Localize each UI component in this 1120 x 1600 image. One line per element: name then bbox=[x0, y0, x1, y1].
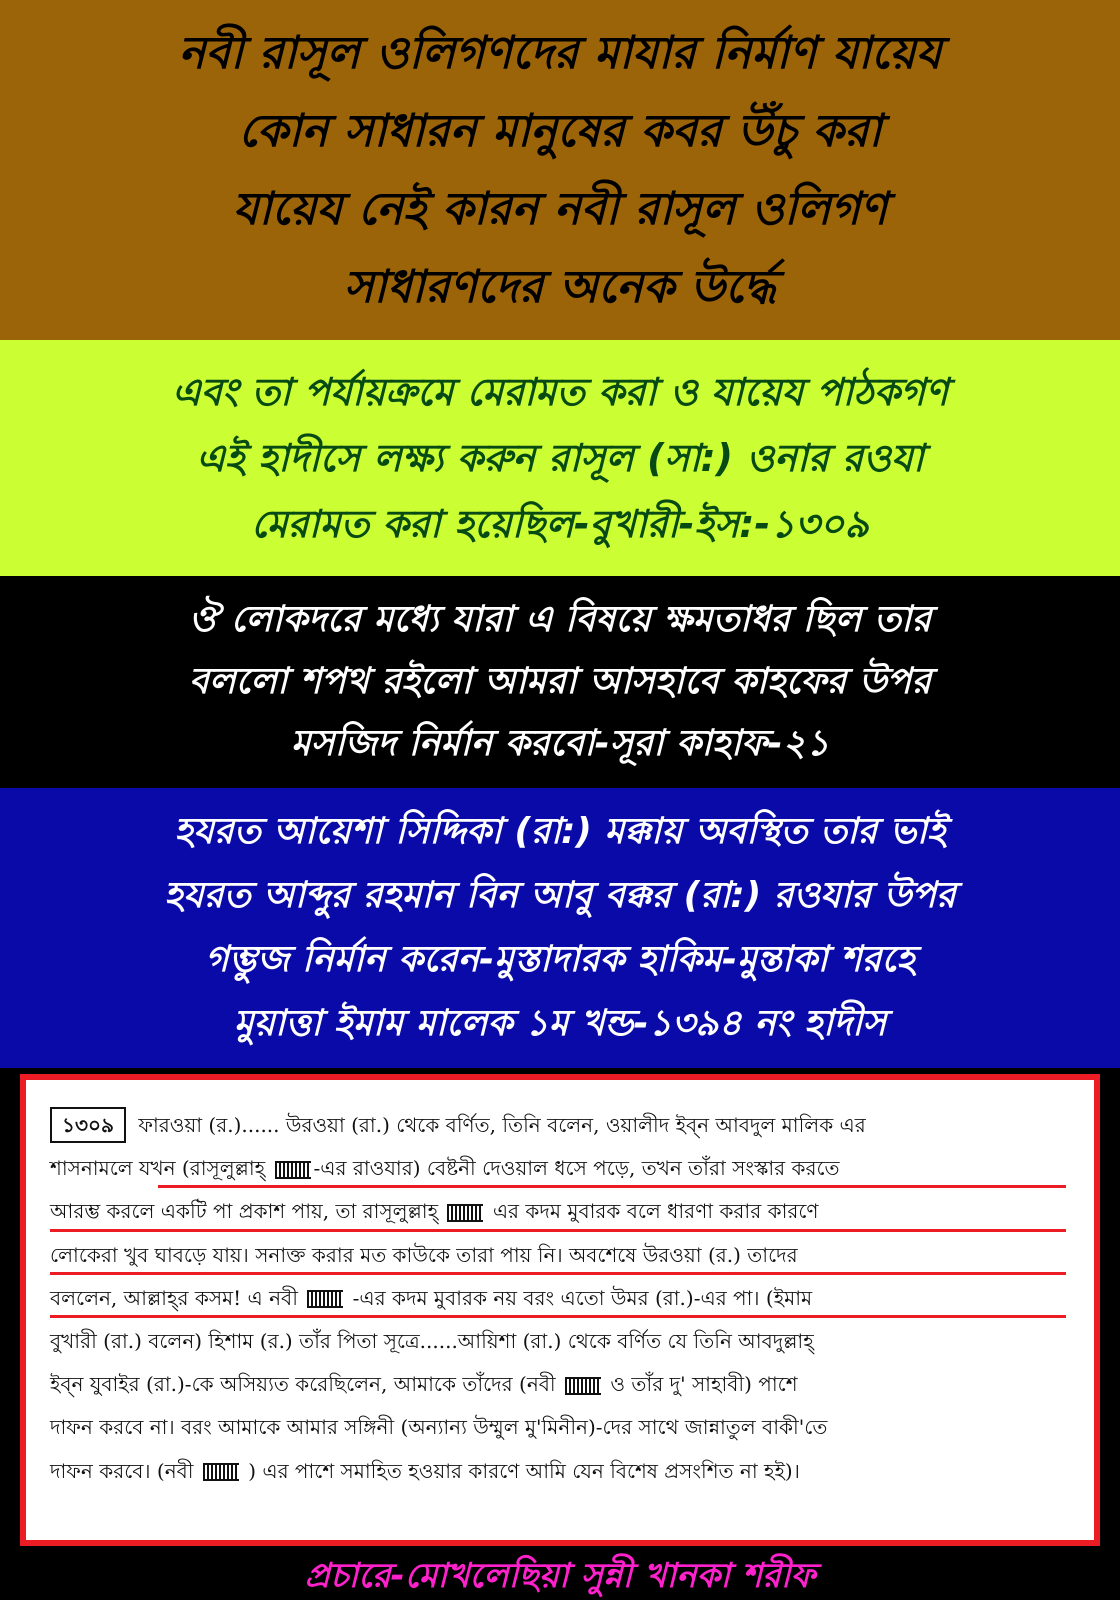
title-line: নবী রাসূল ওলিগণদের মাযার নির্মাণ যায়েয bbox=[178, 26, 942, 79]
reference-line: বললো শপথ রইলো আমরা আসহাবে কাহফের উপর bbox=[188, 661, 932, 702]
hadith-scan-excerpt bbox=[20, 1074, 1100, 1546]
footer-credit: প্রচারে-মোখলেছিয়া সুন্নী খানকা শরীফ bbox=[0, 1552, 1120, 1600]
reference-line: হযরত আব্দুর রহমান বিন আবু বক্কর (রা:) রওযার উপর bbox=[164, 875, 956, 916]
scan-line bbox=[50, 1406, 1076, 1449]
scan-line-text: লোকেরা খুব ঘাবড়ে যায়। সনাক্ত করার মত কাউকে তারা পায় নি। অবশেষে উরওয়া (র.) তাদের bbox=[50, 1242, 798, 1267]
hadith-number-box: ১৩০৯ bbox=[50, 1107, 126, 1143]
title-line: যায়েয নেই কারন নবী রাসূল ওলিগণ bbox=[232, 182, 888, 235]
title-line: কোন সাধারন মানুষের কবর উঁচু করা bbox=[238, 104, 882, 157]
bukhari-reference-banner bbox=[0, 340, 1120, 576]
scan-line bbox=[50, 1104, 1076, 1147]
salawat-calligraphy-icon bbox=[307, 1290, 343, 1308]
scan-line-text: দাফন করবে। (নবী ) এর পাশে সমাহিত হওয়ার কারণে আমি যেন বিশেষ প্রসংশিত না হই)। bbox=[50, 1458, 800, 1483]
reference-line: ঔ লোকদরে মধ্যে যারা এ বিষয়ে ক্ষমতাধর ছিল তার bbox=[188, 599, 932, 640]
quran-reference-banner bbox=[0, 576, 1120, 788]
scan-line bbox=[50, 1234, 1076, 1277]
scan-line-text: শাসনামলে যখন (রাসূলুল্লাহ্ -এর রাওযার) বেষ্টনী দেওয়াল ধসে পড়ে, তখন তাঁরা সংস্কার করতে bbox=[50, 1156, 840, 1181]
salawat-calligraphy-icon bbox=[447, 1204, 483, 1222]
title-banner bbox=[0, 0, 1120, 340]
reference-line: মুয়াত্তা ইমাম মালেক ১ম খন্ড-১৩৯৪ নং হাদীস bbox=[233, 1003, 887, 1044]
salawat-calligraphy-icon bbox=[203, 1463, 239, 1481]
salawat-calligraphy-icon bbox=[275, 1161, 311, 1179]
reference-line: মসজিদ নির্মান করবো-সূরা কাহাফ-২১ bbox=[290, 723, 830, 764]
scan-line-text: দাফন করবে না। বরং আমাকে আমার সঙ্গিনী (অন্যান্য উম্মুল মু'মিনীন)-দের সাথে জান্নাতুল বাকী'তে bbox=[50, 1415, 828, 1440]
scan-line-text: ইব্‌ন যুবাইর (রা.)-কে অসিয়্যত করেছিলেন, আমাকে তাঁদের (নবী ও তাঁর দু' সাহাবী) পাশে bbox=[50, 1372, 798, 1397]
scan-line-text: আরম্ভ করলে একটি পা প্রকাশ পায়, তা রাসূলুল্লাহ্ এর কদম মুবারক বলে ধারণা করার কারণে bbox=[50, 1199, 819, 1224]
reference-line: এই হাদীসে লক্ষ্য করুন রাসূল (সা:) ওনার রওযা bbox=[196, 436, 924, 480]
reference-line: গম্ভুজ নির্মান করেন-মুস্তাদারক হাকিম-মুন্তাকা শরহে bbox=[205, 939, 915, 980]
scan-line bbox=[50, 1277, 1076, 1320]
scan-line-text: বুখারী (রা.) বলেন) হিশাম (র.) তাঁর পিতা সূত্রে......আয়িশা (রা.) থেকে বর্ণিত যে তিনি আবদুল্লাহ্ bbox=[50, 1329, 814, 1354]
scan-line bbox=[50, 1450, 1076, 1493]
scan-line-text: ফারওয়া (র.)...... উরওয়া (রা.) থেকে বর্ণিত, তিনি বলেন, ওয়ালীদ ইব্‌ন আবদুল মালিক এর bbox=[138, 1113, 866, 1137]
scan-line bbox=[50, 1190, 1076, 1233]
reference-line: মেরামত করা হয়েছিল-বুখারী-ইস:-১৩০৯ bbox=[251, 502, 869, 546]
salawat-calligraphy-icon bbox=[565, 1377, 601, 1395]
scan-line bbox=[50, 1147, 1076, 1190]
scan-line bbox=[50, 1363, 1076, 1406]
title-line: সাধারণদের অনেক উর্দ্ধে bbox=[343, 260, 777, 313]
reference-line: হযরত আয়েশা সিদ্দিকা (রা:) মক্কায় অবস্থিত তার ভাই bbox=[174, 811, 946, 852]
reference-line: এবং তা পর্যায়ক্রমে মেরামত করা ও যায়েয পাঠকগণ bbox=[171, 370, 949, 414]
scan-line-text: বললেন, আল্লাহ্‌র কসম! এ নবী -এর কদম মুবারক নয় বরং এতো উমর (রা.)-এর পা। (ইমাম bbox=[50, 1285, 813, 1310]
mustadrak-reference-banner bbox=[0, 788, 1120, 1068]
scan-line bbox=[50, 1320, 1076, 1363]
